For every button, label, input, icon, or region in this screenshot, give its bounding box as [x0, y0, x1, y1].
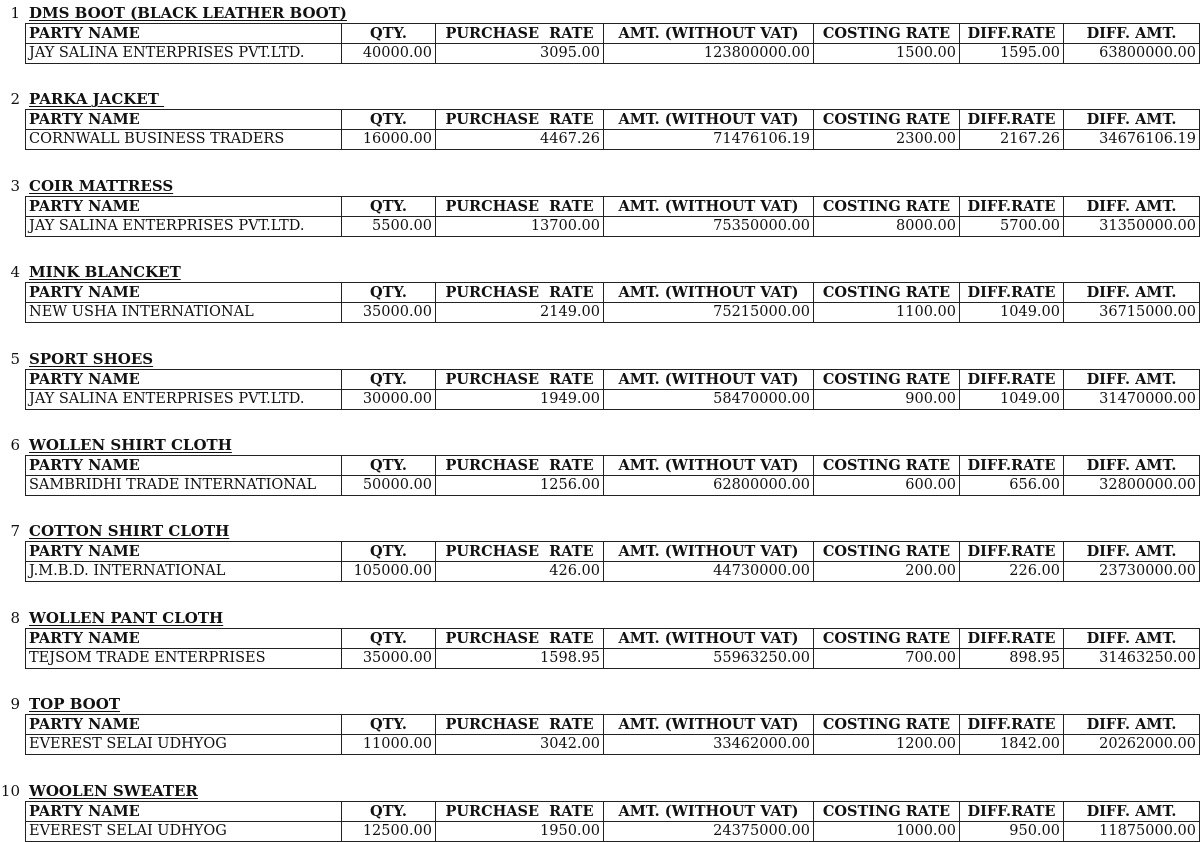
- header-diff-rate: DIFF.RATE: [960, 801, 1064, 821]
- item-heading: [0, 89, 1200, 109]
- item-heading: [0, 608, 1200, 628]
- header-party-name: PARTY NAME: [26, 110, 342, 130]
- header-party-name: PARTY NAME: [26, 283, 342, 303]
- item-number: 8: [10, 608, 20, 627]
- cell-purchase-rate: 426.00: [436, 562, 604, 582]
- header-qty: QTY.: [342, 715, 436, 735]
- header-costing-rate: COSTING RATE: [814, 456, 960, 476]
- header-diff-rate: DIFF.RATE: [960, 110, 1064, 130]
- cell-qty: 5500.00: [342, 216, 436, 236]
- cell-purchase-rate: 1256.00: [436, 476, 604, 496]
- header-party-name: PARTY NAME: [26, 456, 342, 476]
- header-costing-rate: COSTING RATE: [814, 369, 960, 389]
- header-qty: QTY.: [342, 24, 436, 44]
- item-title: WOOLEN SWEATER: [29, 781, 198, 800]
- header-costing-rate: COSTING RATE: [814, 628, 960, 648]
- header-row: [26, 542, 1200, 562]
- cell-amount-without-vat: 62800000.00: [604, 476, 814, 496]
- header-row: [26, 24, 1200, 44]
- item-section: [0, 694, 1200, 753]
- cell-costing-rate: 2300.00: [814, 130, 960, 150]
- cell-diff-amount: 11875000.00: [1064, 821, 1200, 841]
- item-title: MINK BLANCKET: [29, 263, 181, 282]
- header-party-name: PARTY NAME: [26, 369, 342, 389]
- item-section: [0, 262, 1200, 321]
- header-purchase-rate: PURCHASE RATE: [436, 24, 604, 44]
- item-section: [0, 349, 1200, 407]
- cell-amount-without-vat: 58470000.00: [604, 389, 814, 409]
- cell-amount-without-vat: 33462000.00: [604, 735, 814, 755]
- cell-diff-amount: 34676106.19: [1064, 130, 1200, 150]
- header-amount-without-vat: AMT. (WITHOUT VAT): [604, 196, 814, 216]
- header-row: [26, 715, 1200, 735]
- header-amount-without-vat: AMT. (WITHOUT VAT): [604, 24, 814, 44]
- party-table: [25, 541, 1200, 582]
- table-row: [26, 562, 1200, 582]
- cell-party-name: EVEREST SELAI UDHYOG: [26, 821, 342, 841]
- cell-qty: 16000.00: [342, 130, 436, 150]
- item-section: [0, 781, 1200, 839]
- header-purchase-rate: PURCHASE RATE: [436, 456, 604, 476]
- cell-party-name: NEW USHA INTERNATIONAL: [26, 303, 342, 323]
- item-number: 10: [0, 781, 20, 800]
- header-purchase-rate: PURCHASE RATE: [436, 196, 604, 216]
- item-heading: [0, 781, 1200, 801]
- header-purchase-rate: PURCHASE RATE: [436, 628, 604, 648]
- cell-purchase-rate: 3095.00: [436, 44, 604, 64]
- header-diff-rate: DIFF.RATE: [960, 542, 1064, 562]
- cell-diff-amount: 23730000.00: [1064, 562, 1200, 582]
- party-table: [25, 455, 1200, 496]
- header-diff-rate: DIFF.RATE: [960, 456, 1064, 476]
- cell-diff-rate: 1595.00: [960, 44, 1064, 64]
- header-row: [26, 801, 1200, 821]
- cell-costing-rate: 1200.00: [814, 735, 960, 755]
- header-party-name: PARTY NAME: [26, 24, 342, 44]
- header-costing-rate: COSTING RATE: [814, 801, 960, 821]
- cell-qty: 12500.00: [342, 821, 436, 841]
- header-diff-amount: DIFF. AMT.: [1064, 542, 1200, 562]
- header-party-name: PARTY NAME: [26, 715, 342, 735]
- cell-purchase-rate: 1949.00: [436, 389, 604, 409]
- cell-party-name: TEJSOM TRADE ENTERPRISES: [26, 648, 342, 668]
- cell-amount-without-vat: 75350000.00: [604, 216, 814, 236]
- item-number: 9: [10, 695, 20, 714]
- cell-costing-rate: 1100.00: [814, 303, 960, 323]
- cell-purchase-rate: 2149.00: [436, 303, 604, 323]
- item-section: [0, 608, 1200, 666]
- cell-diff-rate: 226.00: [960, 562, 1064, 582]
- header-amount-without-vat: AMT. (WITHOUT VAT): [604, 369, 814, 389]
- table-row: [26, 821, 1200, 841]
- cell-purchase-rate: 1598.95: [436, 648, 604, 668]
- party-table: [25, 369, 1200, 410]
- item-title: TOP BOOT: [29, 695, 120, 714]
- header-diff-rate: DIFF.RATE: [960, 283, 1064, 303]
- header-party-name: PARTY NAME: [26, 628, 342, 648]
- cell-purchase-rate: 13700.00: [436, 216, 604, 236]
- cell-party-name: EVEREST SELAI UDHYOG: [26, 735, 342, 755]
- header-costing-rate: COSTING RATE: [814, 542, 960, 562]
- cell-amount-without-vat: 55963250.00: [604, 648, 814, 668]
- item-section: [0, 435, 1200, 493]
- party-table: [25, 628, 1200, 669]
- item-heading: [0, 521, 1200, 541]
- item-number: 4: [10, 263, 20, 282]
- cell-party-name: JAY SALINA ENTERPRISES PVT.LTD.: [26, 44, 342, 64]
- item-heading: [0, 176, 1200, 196]
- header-qty: QTY.: [342, 283, 436, 303]
- header-diff-rate: DIFF.RATE: [960, 196, 1064, 216]
- header-party-name: PARTY NAME: [26, 801, 342, 821]
- header-amount-without-vat: AMT. (WITHOUT VAT): [604, 456, 814, 476]
- cell-amount-without-vat: 75215000.00: [604, 303, 814, 323]
- header-amount-without-vat: AMT. (WITHOUT VAT): [604, 628, 814, 648]
- header-diff-amount: DIFF. AMT.: [1064, 110, 1200, 130]
- header-row: [26, 196, 1200, 216]
- cell-diff-amount: 36715000.00: [1064, 303, 1200, 323]
- table-row: [26, 130, 1200, 150]
- header-diff-amount: DIFF. AMT.: [1064, 24, 1200, 44]
- header-diff-rate: DIFF.RATE: [960, 715, 1064, 735]
- header-row: [26, 110, 1200, 130]
- header-diff-rate: DIFF.RATE: [960, 24, 1064, 44]
- cell-costing-rate: 1000.00: [814, 821, 960, 841]
- cell-costing-rate: 1500.00: [814, 44, 960, 64]
- cell-diff-rate: 656.00: [960, 476, 1064, 496]
- item-title: WOLLEN SHIRT CLOTH: [29, 436, 232, 454]
- cell-diff-amount: 32800000.00: [1064, 476, 1200, 496]
- header-qty: QTY.: [342, 110, 436, 130]
- cell-diff-rate: 950.00: [960, 821, 1064, 841]
- cell-party-name: SAMBRIDHI TRADE INTERNATIONAL: [26, 476, 342, 496]
- cell-qty: 35000.00: [342, 303, 436, 323]
- header-purchase-rate: PURCHASE RATE: [436, 283, 604, 303]
- header-qty: QTY.: [342, 369, 436, 389]
- cell-amount-without-vat: 44730000.00: [604, 562, 814, 582]
- item-title: COIR MATTRESS: [29, 176, 174, 195]
- header-costing-rate: COSTING RATE: [814, 110, 960, 130]
- header-party-name: PARTY NAME: [26, 196, 342, 216]
- header-qty: QTY.: [342, 196, 436, 216]
- header-row: [26, 456, 1200, 476]
- table-row: [26, 389, 1200, 409]
- item-title: PARKA JACKET: [29, 90, 165, 109]
- item-section: [0, 3, 1200, 61]
- header-qty: QTY.: [342, 628, 436, 648]
- cell-qty: 11000.00: [342, 735, 436, 755]
- item-title: COTTON SHIRT CLOTH: [29, 522, 230, 541]
- header-amount-without-vat: AMT. (WITHOUT VAT): [604, 283, 814, 303]
- header-qty: QTY.: [342, 542, 436, 562]
- cell-diff-amount: 31463250.00: [1064, 648, 1200, 668]
- cell-party-name: CORNWALL BUSINESS TRADERS: [26, 130, 342, 150]
- table-row: [26, 476, 1200, 496]
- header-amount-without-vat: AMT. (WITHOUT VAT): [604, 542, 814, 562]
- cell-qty: 35000.00: [342, 648, 436, 668]
- header-diff-amount: DIFF. AMT.: [1064, 283, 1200, 303]
- header-diff-rate: DIFF.RATE: [960, 628, 1064, 648]
- party-table: [25, 282, 1200, 323]
- header-qty: QTY.: [342, 801, 436, 821]
- table-row: [26, 648, 1200, 668]
- header-diff-rate: DIFF.RATE: [960, 369, 1064, 389]
- item-section: [0, 89, 1200, 148]
- item-section: [0, 521, 1200, 580]
- header-costing-rate: COSTING RATE: [814, 24, 960, 44]
- table-row: [26, 44, 1200, 64]
- cell-diff-rate: 1049.00: [960, 303, 1064, 323]
- cell-diff-rate: 1049.00: [960, 389, 1064, 409]
- header-purchase-rate: PURCHASE RATE: [436, 715, 604, 735]
- party-table: [25, 801, 1200, 842]
- header-purchase-rate: PURCHASE RATE: [436, 801, 604, 821]
- party-table: [25, 714, 1200, 755]
- cell-qty: 105000.00: [342, 562, 436, 582]
- item-number: 1: [10, 4, 20, 22]
- cell-party-name: J.M.B.D. INTERNATIONAL: [26, 562, 342, 582]
- header-costing-rate: COSTING RATE: [814, 196, 960, 216]
- cell-costing-rate: 900.00: [814, 389, 960, 409]
- item-heading: [0, 349, 1200, 369]
- header-row: [26, 369, 1200, 389]
- party-table: [25, 196, 1200, 237]
- item-heading: [0, 435, 1200, 455]
- header-diff-amount: DIFF. AMT.: [1064, 369, 1200, 389]
- cell-costing-rate: 200.00: [814, 562, 960, 582]
- item-title: WOLLEN PANT CLOTH: [29, 608, 224, 627]
- cell-purchase-rate: 3042.00: [436, 735, 604, 755]
- item-heading: [0, 262, 1200, 282]
- cell-party-name: JAY SALINA ENTERPRISES PVT.LTD.: [26, 389, 342, 409]
- cell-diff-rate: 5700.00: [960, 216, 1064, 236]
- header-costing-rate: COSTING RATE: [814, 283, 960, 303]
- cell-amount-without-vat: 24375000.00: [604, 821, 814, 841]
- item-title: SPORT SHOES: [29, 349, 154, 368]
- header-costing-rate: COSTING RATE: [814, 715, 960, 735]
- header-diff-amount: DIFF. AMT.: [1064, 715, 1200, 735]
- header-amount-without-vat: AMT. (WITHOUT VAT): [604, 801, 814, 821]
- cell-qty: 50000.00: [342, 476, 436, 496]
- header-diff-amount: DIFF. AMT.: [1064, 801, 1200, 821]
- cell-costing-rate: 8000.00: [814, 216, 960, 236]
- cell-amount-without-vat: 71476106.19: [604, 130, 814, 150]
- cell-diff-amount: 31470000.00: [1064, 389, 1200, 409]
- table-row: [26, 735, 1200, 755]
- cell-diff-amount: 20262000.00: [1064, 735, 1200, 755]
- cell-amount-without-vat: 123800000.00: [604, 44, 814, 64]
- header-diff-amount: DIFF. AMT.: [1064, 456, 1200, 476]
- header-purchase-rate: PURCHASE RATE: [436, 542, 604, 562]
- cell-costing-rate: 600.00: [814, 476, 960, 496]
- item-number: 5: [10, 349, 20, 368]
- item-number: 3: [10, 176, 20, 195]
- cell-diff-rate: 2167.26: [960, 130, 1064, 150]
- item-section: [0, 176, 1200, 234]
- item-number: 7: [10, 522, 20, 541]
- item-heading: [0, 694, 1200, 714]
- header-party-name: PARTY NAME: [26, 542, 342, 562]
- cell-qty: 40000.00: [342, 44, 436, 64]
- header-row: [26, 283, 1200, 303]
- cell-party-name: JAY SALINA ENTERPRISES PVT.LTD.: [26, 216, 342, 236]
- cell-diff-rate: 1842.00: [960, 735, 1064, 755]
- header-amount-without-vat: AMT. (WITHOUT VAT): [604, 715, 814, 735]
- header-amount-without-vat: AMT. (WITHOUT VAT): [604, 110, 814, 130]
- cell-qty: 30000.00: [342, 389, 436, 409]
- cell-purchase-rate: 1950.00: [436, 821, 604, 841]
- cell-costing-rate: 700.00: [814, 648, 960, 668]
- item-title: DMS BOOT (BLACK LEATHER BOOT): [29, 4, 347, 22]
- header-diff-amount: DIFF. AMT.: [1064, 196, 1200, 216]
- item-number: 6: [10, 436, 20, 454]
- table-row: [26, 216, 1200, 236]
- item-heading: [0, 3, 1200, 23]
- header-purchase-rate: PURCHASE RATE: [436, 110, 604, 130]
- table-row: [26, 303, 1200, 323]
- header-row: [26, 628, 1200, 648]
- party-table: [25, 23, 1200, 64]
- header-purchase-rate: PURCHASE RATE: [436, 369, 604, 389]
- header-diff-amount: DIFF. AMT.: [1064, 628, 1200, 648]
- header-qty: QTY.: [342, 456, 436, 476]
- cell-diff-amount: 63800000.00: [1064, 44, 1200, 64]
- cell-diff-amount: 31350000.00: [1064, 216, 1200, 236]
- cell-diff-rate: 898.95: [960, 648, 1064, 668]
- cell-purchase-rate: 4467.26: [436, 130, 604, 150]
- item-number: 2: [10, 90, 20, 109]
- party-table: [25, 109, 1200, 150]
